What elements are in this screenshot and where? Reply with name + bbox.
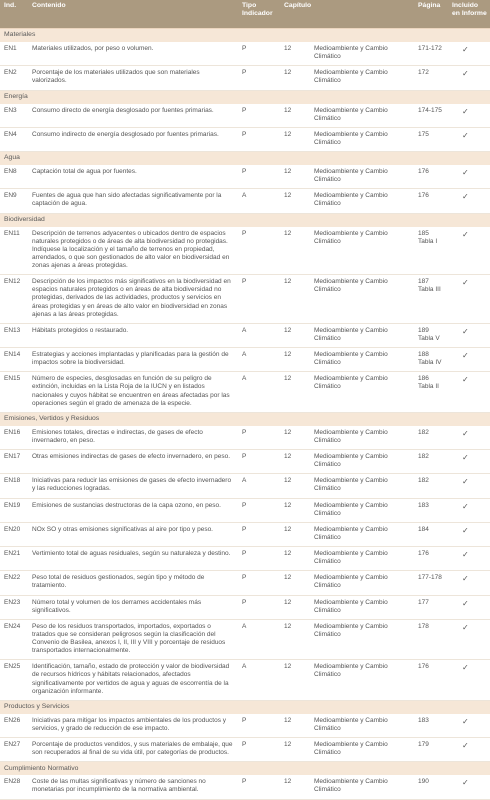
chapter-name: Medioambiente y Cambio Climático <box>310 275 414 324</box>
table-row <box>0 189 490 213</box>
included-check-icon: ✓ <box>448 619 490 660</box>
table-row <box>0 714 490 738</box>
page-reference: 176 <box>414 547 448 571</box>
indicator-type: P <box>238 775 280 799</box>
indicator-type: A <box>238 619 280 660</box>
chapter-name: Medioambiente y Cambio Climático <box>310 323 414 347</box>
header-informe: Incluido en Informe <box>448 0 490 29</box>
chapter-name: Medioambiente y Cambio Climático <box>310 474 414 498</box>
page-reference: 183 <box>414 498 448 522</box>
indicator-type: A <box>238 660 280 701</box>
table-row <box>0 450 490 474</box>
included-check-icon: ✓ <box>448 571 490 595</box>
indicator-code: EN18 <box>0 474 28 498</box>
chapter-number: 12 <box>280 323 310 347</box>
chapter-number: 12 <box>280 104 310 128</box>
chapter-name: Medioambiente y Cambio Climático <box>310 571 414 595</box>
indicator-content: Vertimiento total de aguas residuales, según su naturaleza y destino. <box>28 547 238 571</box>
page-reference: 182 <box>414 450 448 474</box>
chapter-name: Medioambiente y Cambio Climático <box>310 348 414 372</box>
header-tipo: Tipo Indicador <box>238 0 280 29</box>
header-ind: Ind. <box>0 0 28 29</box>
included-check-icon: ✓ <box>448 127 490 151</box>
indicator-content: Otras emisiones indirectas de gases de efecto invernadero, en peso. <box>28 450 238 474</box>
section-title: Agua <box>0 152 490 166</box>
table-row <box>0 498 490 522</box>
chapter-number: 12 <box>280 372 310 413</box>
indicator-type: A <box>238 189 280 213</box>
indicator-content: NOx SO y otras emisiones significativas al aire por tipo y peso. <box>28 522 238 546</box>
chapter-name: Medioambiente y Cambio Climático <box>310 127 414 151</box>
table-row <box>0 127 490 151</box>
indicator-code: EN28 <box>0 775 28 799</box>
indicator-code: EN12 <box>0 275 28 324</box>
indicator-type: P <box>238 66 280 90</box>
indicator-content: Identificación, tamaño, estado de protección y valor de biodiversidad de recursos hídricos y hábitats relacionados, afectados significativamente por vertidos de agua y aguas de escorrentía de la organización informante. <box>28 660 238 701</box>
chapter-name: Medioambiente y Cambio Climático <box>310 619 414 660</box>
page-reference: 187 Tabla III <box>414 275 448 324</box>
chapter-name: Medioambiente y Cambio Climático <box>310 738 414 762</box>
header-contenido: Contenido <box>28 0 238 29</box>
chapter-number: 12 <box>280 127 310 151</box>
included-check-icon: ✓ <box>448 42 490 66</box>
indicator-code: EN21 <box>0 547 28 571</box>
chapter-number: 12 <box>280 165 310 189</box>
section-title: Materiales <box>0 29 490 43</box>
page-reference: 172 <box>414 66 448 90</box>
indicator-type: P <box>238 426 280 450</box>
included-check-icon: ✓ <box>448 714 490 738</box>
included-check-icon: ✓ <box>448 189 490 213</box>
indicator-content: Peso total de residuos gestionados, según tipo y método de tratamiento. <box>28 571 238 595</box>
indicator-type: P <box>238 450 280 474</box>
chapter-name: Medioambiente y Cambio Climático <box>310 426 414 450</box>
table-row <box>0 522 490 546</box>
included-check-icon: ✓ <box>448 660 490 701</box>
section-header-row <box>0 412 490 426</box>
indicator-content: Materiales utilizados, por peso o volumen. <box>28 42 238 66</box>
included-check-icon: ✓ <box>448 595 490 619</box>
indicator-code: EN19 <box>0 498 28 522</box>
table-row <box>0 323 490 347</box>
indicator-content: Iniciativas para reducir las emisiones de gases de efecto invernadero y las reducciones logradas. <box>28 474 238 498</box>
section-header-row <box>0 90 490 104</box>
indicator-content: Número total y volumen de los derrames accidentales más significativos. <box>28 595 238 619</box>
indicator-code: EN27 <box>0 738 28 762</box>
indicator-type: P <box>238 595 280 619</box>
indicator-type: P <box>238 498 280 522</box>
indicator-type: P <box>238 42 280 66</box>
indicator-type: P <box>238 227 280 275</box>
chapter-name: Medioambiente y Cambio Climático <box>310 595 414 619</box>
indicator-code: EN23 <box>0 595 28 619</box>
indicator-content: Emisiones de sustancias destructoras de la capa ozono, en peso. <box>28 498 238 522</box>
table-row <box>0 775 490 799</box>
indicator-type: P <box>238 522 280 546</box>
section-title: Productos y Servicios <box>0 700 490 714</box>
indicator-type: P <box>238 547 280 571</box>
page-reference: 182 <box>414 426 448 450</box>
chapter-number: 12 <box>280 571 310 595</box>
table-row <box>0 474 490 498</box>
chapter-number: 12 <box>280 775 310 799</box>
page-reference: 183 <box>414 714 448 738</box>
indicator-content: Estrategias y acciones implantadas y planificadas para la gestión de impactos sobre la biodiversidad. <box>28 348 238 372</box>
indicator-type: A <box>238 372 280 413</box>
page-reference: 189 Tabla V <box>414 323 448 347</box>
indicator-type: A <box>238 474 280 498</box>
indicator-content: Iniciativas para mitigar los impactos ambientales de los productos y servicios, y grado de reducción de ese impacto. <box>28 714 238 738</box>
table-row <box>0 619 490 660</box>
included-check-icon: ✓ <box>448 738 490 762</box>
indicator-code: EN2 <box>0 66 28 90</box>
table-row <box>0 42 490 66</box>
indicator-code: EN15 <box>0 372 28 413</box>
indicator-type: P <box>238 165 280 189</box>
indicator-code: EN1 <box>0 42 28 66</box>
included-check-icon: ✓ <box>448 227 490 275</box>
indicator-content: Porcentaje de productos vendidos, y sus materiales de embalaje, que son recuperados al final de su vida útil, por categorías de productos. <box>28 738 238 762</box>
indicator-code: EN13 <box>0 323 28 347</box>
indicator-code: EN24 <box>0 619 28 660</box>
indicator-code: EN4 <box>0 127 28 151</box>
chapter-name: Medioambiente y Cambio Climático <box>310 227 414 275</box>
indicator-content: Peso de los residuos transportados, importados, exportados o tratados que se consideran peligrosos según la clasificación del Convenio de Basilea, anexos I, II, III y VIII y porcentaje de residuos transportados internacionalmente. <box>28 619 238 660</box>
indicator-code: EN8 <box>0 165 28 189</box>
indicator-content: Consumo indirecto de energía desglosado por fuentes primarias. <box>28 127 238 151</box>
included-check-icon: ✓ <box>448 372 490 413</box>
indicator-content: Coste de las multas significativas y número de sanciones no monetarias por incumplimiento de la normativa ambiental. <box>28 775 238 799</box>
indicator-content: Consumo directo de energía desglosado por fuentes primarias. <box>28 104 238 128</box>
chapter-number: 12 <box>280 450 310 474</box>
chapter-number: 12 <box>280 547 310 571</box>
table-row <box>0 595 490 619</box>
indicator-code: EN26 <box>0 714 28 738</box>
table-row <box>0 738 490 762</box>
indicator-code: EN14 <box>0 348 28 372</box>
indicator-code: EN20 <box>0 522 28 546</box>
page-reference: 185 Tabla I <box>414 227 448 275</box>
chapter-number: 12 <box>280 738 310 762</box>
indicator-type: P <box>238 104 280 128</box>
table-row <box>0 660 490 701</box>
chapter-name: Medioambiente y Cambio Climático <box>310 522 414 546</box>
included-check-icon: ✓ <box>448 522 490 546</box>
indicator-type: P <box>238 738 280 762</box>
section-header-row <box>0 762 490 776</box>
section-header-row <box>0 29 490 43</box>
chapter-number: 12 <box>280 498 310 522</box>
header-pagina: Página <box>414 0 448 29</box>
chapter-name: Medioambiente y Cambio Climático <box>310 165 414 189</box>
page-reference: 176 <box>414 189 448 213</box>
table-row <box>0 165 490 189</box>
chapter-number: 12 <box>280 595 310 619</box>
chapter-number: 12 <box>280 660 310 701</box>
table-row <box>0 104 490 128</box>
chapter-name: Medioambiente y Cambio Climático <box>310 660 414 701</box>
section-header-row <box>0 213 490 227</box>
table-body <box>0 29 490 800</box>
page-reference: 179 <box>414 738 448 762</box>
table-row <box>0 571 490 595</box>
included-check-icon: ✓ <box>448 775 490 799</box>
table-row <box>0 275 490 324</box>
table-row <box>0 227 490 275</box>
chapter-number: 12 <box>280 189 310 213</box>
chapter-number: 12 <box>280 348 310 372</box>
indicator-code: EN16 <box>0 426 28 450</box>
included-check-icon: ✓ <box>448 323 490 347</box>
included-check-icon: ✓ <box>448 450 490 474</box>
indicator-type: P <box>238 714 280 738</box>
table-row <box>0 426 490 450</box>
chapter-number: 12 <box>280 426 310 450</box>
section-header-row <box>0 700 490 714</box>
indicator-content: Número de especies, desglosadas en función de su peligro de extinción, incluidas en la Lista Roja de la IUCN y en listados nacionales y cuyos hábitat se encuentren en áreas afectadas por las operaciones según el grado de amenaza de la especie. <box>28 372 238 413</box>
table-row <box>0 348 490 372</box>
indicator-type: P <box>238 275 280 324</box>
chapter-number: 12 <box>280 619 310 660</box>
indicator-type: A <box>238 348 280 372</box>
chapter-name: Medioambiente y Cambio Climático <box>310 450 414 474</box>
chapter-number: 12 <box>280 227 310 275</box>
chapter-name: Medioambiente y Cambio Climático <box>310 104 414 128</box>
included-check-icon: ✓ <box>448 66 490 90</box>
table-row <box>0 372 490 413</box>
page-reference: 176 <box>414 165 448 189</box>
chapter-name: Medioambiente y Cambio Climático <box>310 66 414 90</box>
section-header-row <box>0 152 490 166</box>
chapter-name: Medioambiente y Cambio Climático <box>310 775 414 799</box>
section-title: Cumplimiento Normativo <box>0 762 490 776</box>
section-title: Energía <box>0 90 490 104</box>
included-check-icon: ✓ <box>448 426 490 450</box>
indicator-content: Porcentaje de los materiales utilizados que son materiales valorizados. <box>28 66 238 90</box>
indicator-code: EN3 <box>0 104 28 128</box>
chapter-number: 12 <box>280 42 310 66</box>
indicator-code: EN25 <box>0 660 28 701</box>
section-title: Biodiversidad <box>0 213 490 227</box>
page-reference: 186 Tabla II <box>414 372 448 413</box>
page-reference: 182 <box>414 474 448 498</box>
indicator-code: EN11 <box>0 227 28 275</box>
chapter-number: 12 <box>280 474 310 498</box>
indicator-code: EN9 <box>0 189 28 213</box>
chapter-name: Medioambiente y Cambio Climático <box>310 189 414 213</box>
page-reference: 184 <box>414 522 448 546</box>
chapter-name: Medioambiente y Cambio Climático <box>310 42 414 66</box>
page-reference: 188 Tabla IV <box>414 348 448 372</box>
included-check-icon: ✓ <box>448 547 490 571</box>
table-header <box>0 0 490 29</box>
chapter-number: 12 <box>280 275 310 324</box>
chapter-name: Medioambiente y Cambio Climático <box>310 498 414 522</box>
chapter-name: Medioambiente y Cambio Climático <box>310 547 414 571</box>
section-title: Emisiones, Vertidos y Residuos <box>0 412 490 426</box>
indicator-content: Descripción de los impactos más significativos en la biodiversidad en espacios naturales protegidos o en áreas de alta biodiversidad no protegidas, derivados de las actividades, productos y servicios en áreas protegidas y en áreas de alto valor en biodiversidad en zonas ajenas a las áreas protegidas. <box>28 275 238 324</box>
included-check-icon: ✓ <box>448 165 490 189</box>
chapter-number: 12 <box>280 66 310 90</box>
included-check-icon: ✓ <box>448 275 490 324</box>
included-check-icon: ✓ <box>448 498 490 522</box>
page-reference: 174-175 <box>414 104 448 128</box>
included-check-icon: ✓ <box>448 348 490 372</box>
indicator-type: P <box>238 127 280 151</box>
chapter-name: Medioambiente y Cambio Climático <box>310 372 414 413</box>
indicator-content: Fuentes de agua que han sido afectadas significativamente por la captación de agua. <box>28 189 238 213</box>
header-capitulo: Capítulo <box>280 0 414 29</box>
indicator-type: A <box>238 323 280 347</box>
page-reference: 177 <box>414 595 448 619</box>
table-row <box>0 547 490 571</box>
page-reference: 178 <box>414 619 448 660</box>
page-reference: 175 <box>414 127 448 151</box>
included-check-icon: ✓ <box>448 104 490 128</box>
indicator-content: Emisiones totales, directas e indirectas, de gases de efecto invernadero, en peso. <box>28 426 238 450</box>
included-check-icon: ✓ <box>448 474 490 498</box>
page-reference: 177-178 <box>414 571 448 595</box>
page-reference: 171-172 <box>414 42 448 66</box>
page-reference: 176 <box>414 660 448 701</box>
chapter-name: Medioambiente y Cambio Climático <box>310 714 414 738</box>
indicator-content: Captación total de agua por fuentes. <box>28 165 238 189</box>
page-reference: 190 <box>414 775 448 799</box>
table-row <box>0 66 490 90</box>
indicator-content: Hábitats protegidos o restaurado. <box>28 323 238 347</box>
chapter-number: 12 <box>280 714 310 738</box>
indicator-content: Descripción de terrenos adyacentes o ubicados dentro de espacios naturales protegidos o de áreas de alta biodiversidad no protegidas. Indíquese la localización y el tamaño de terrenos en propiedad, arrendados, o que son gestionados de alto valor en biodiversidad en zonas ajenas a áreas protegidas. <box>28 227 238 275</box>
chapter-number: 12 <box>280 522 310 546</box>
indicator-code: EN22 <box>0 571 28 595</box>
indicator-type: P <box>238 571 280 595</box>
indicator-code: EN17 <box>0 450 28 474</box>
